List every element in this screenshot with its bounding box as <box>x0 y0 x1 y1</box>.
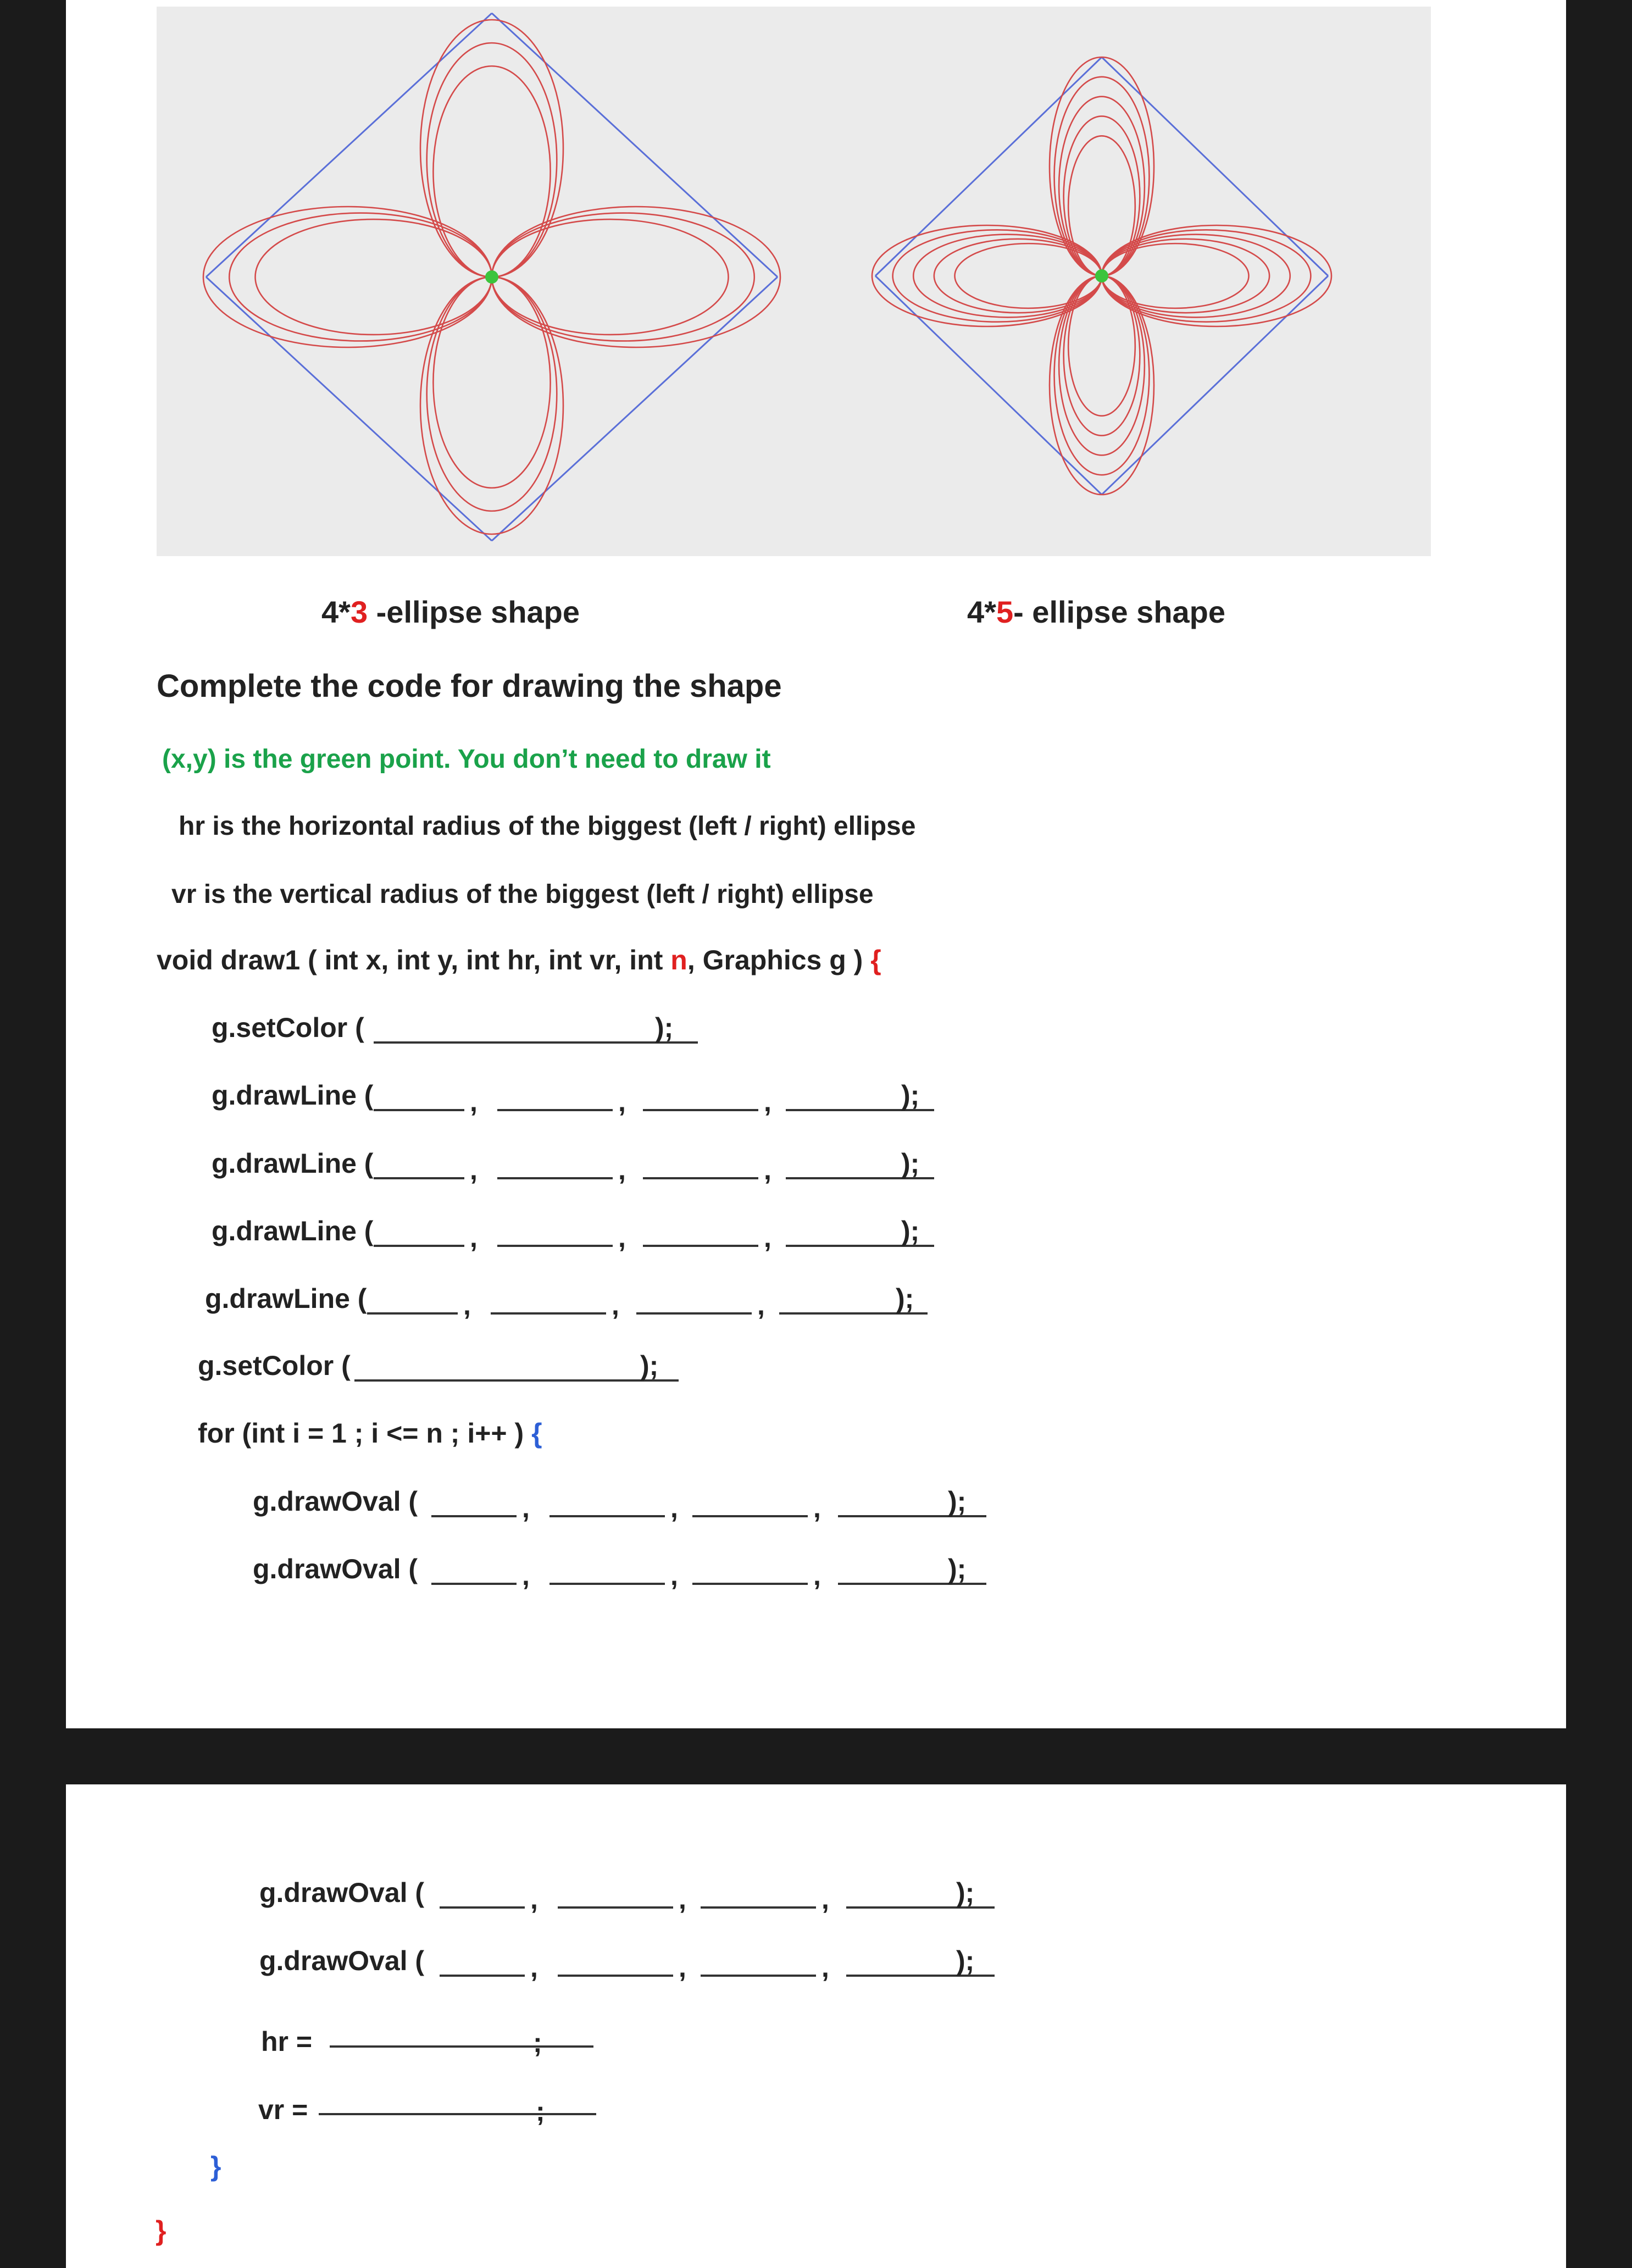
draw-oval-comma: , <box>813 1493 821 1523</box>
draw-oval-arg-blank[interactable] <box>431 1515 517 1517</box>
draw-line-statement: g.drawLine ( <box>205 1283 367 1314</box>
set-color-statement-1: g.setColor ( <box>212 1012 364 1043</box>
hr-assignment: hr = <box>261 2026 313 2057</box>
set-color-close-2: ); <box>640 1350 659 1381</box>
green-center-point <box>1095 269 1108 282</box>
draw-oval-comma: , <box>530 1884 538 1915</box>
draw-line-close: ); <box>901 1216 920 1246</box>
draw-oval-statement: g.drawOval ( <box>253 1486 418 1517</box>
draw-line-comma: , <box>470 1086 478 1117</box>
draw-oval-comma: , <box>522 1560 530 1591</box>
draw-oval-arg-blank[interactable] <box>440 1975 525 1977</box>
set-color-blank-1[interactable] <box>374 1041 698 1044</box>
draw-oval-statement: g.drawOval ( <box>259 1877 425 1908</box>
draw-oval-arg-blank[interactable] <box>701 1975 816 1977</box>
for-loop-closing-brace: } <box>210 2151 221 2182</box>
draw-oval-comma: , <box>813 1560 821 1591</box>
hr-definition: hr is the horizontal radius of the biggest (left / right) ellipse <box>179 812 916 841</box>
draw-oval-arg-blank[interactable] <box>549 1583 665 1585</box>
draw-oval-arg-blank[interactable] <box>549 1515 665 1517</box>
green-center-point <box>485 270 498 284</box>
draw-line-arg-blank[interactable] <box>497 1177 613 1179</box>
caption-4x3: 4*3 -ellipse shape <box>321 595 580 629</box>
draw-oval-comma: , <box>670 1493 678 1523</box>
draw-line-arg-blank[interactable] <box>643 1177 758 1179</box>
draw-oval-close: ); <box>948 1554 967 1584</box>
set-color-close-1: ); <box>655 1012 674 1043</box>
instructions-heading: Complete the code for drawing the shape <box>157 668 782 704</box>
draw-line-arg-blank[interactable] <box>636 1312 752 1315</box>
vr-assignment-blank[interactable] <box>319 2113 596 2115</box>
draw-oval-comma: , <box>530 1952 538 1983</box>
set-color-statement-2: g.setColor ( <box>198 1350 351 1381</box>
draw-oval-comma: , <box>679 1952 686 1983</box>
caption-4x5: 4*5- ellipse shape <box>967 595 1226 629</box>
draw-oval-close: ); <box>956 1945 975 1976</box>
draw-line-comma: , <box>463 1290 471 1321</box>
method-signature: void draw1 ( int x, int y, int hr, int vr, int n, Graphics g ) { <box>157 945 881 975</box>
draw-line-arg-blank[interactable] <box>643 1109 758 1111</box>
draw-line-arg-blank[interactable] <box>374 1109 464 1111</box>
vr-semicolon: ; <box>536 2096 545 2127</box>
figure-background <box>157 7 1431 556</box>
draw-oval-statement: g.drawOval ( <box>259 1945 425 1976</box>
vr-definition: vr is the vertical radius of the biggest (left / right) ellipse <box>171 880 874 909</box>
vr-assignment: vr = <box>258 2094 308 2125</box>
draw-line-comma: , <box>618 1222 626 1253</box>
draw-line-comma: , <box>764 1086 771 1117</box>
draw-oval-arg-blank[interactable] <box>701 1906 816 1909</box>
method-closing-brace: } <box>156 2215 166 2246</box>
draw-oval-arg-blank[interactable] <box>692 1515 808 1517</box>
draw-line-comma: , <box>612 1290 619 1321</box>
draw-oval-arg-blank[interactable] <box>558 1975 673 1977</box>
draw-oval-arg-blank[interactable] <box>440 1906 525 1909</box>
draw-line-arg-blank[interactable] <box>491 1312 606 1315</box>
set-color-blank-2[interactable] <box>354 1379 679 1382</box>
draw-oval-close: ); <box>956 1877 975 1908</box>
draw-line-close: ); <box>901 1148 920 1179</box>
draw-line-close: ); <box>896 1283 914 1314</box>
draw-line-statement: g.drawLine ( <box>212 1216 374 1246</box>
draw-line-comma: , <box>470 1222 478 1253</box>
draw-oval-comma: , <box>670 1560 678 1591</box>
worksheet-page-1 <box>66 0 1566 1728</box>
draw-line-arg-blank[interactable] <box>643 1245 758 1247</box>
draw-line-comma: , <box>618 1086 626 1117</box>
draw-line-comma: , <box>764 1155 771 1185</box>
draw-line-statement: g.drawLine ( <box>212 1080 374 1111</box>
draw-line-close: ); <box>901 1080 920 1111</box>
hr-assignment-blank[interactable] <box>330 2045 593 2048</box>
green-point-note: (x,y) is the green point. You don’t need to draw it <box>162 745 771 774</box>
draw-oval-arg-blank[interactable] <box>431 1583 517 1585</box>
draw-oval-comma: , <box>679 1884 686 1915</box>
draw-line-comma: , <box>757 1290 765 1321</box>
draw-line-statement: g.drawLine ( <box>212 1148 374 1179</box>
draw-oval-statement: g.drawOval ( <box>253 1554 418 1584</box>
draw-oval-comma: , <box>821 1952 829 1983</box>
for-loop-header: for (int i = 1 ; i <= n ; i++ ) { <box>198 1418 542 1449</box>
draw-oval-arg-blank[interactable] <box>692 1583 808 1585</box>
draw-oval-comma: , <box>821 1884 829 1915</box>
draw-line-comma: , <box>618 1155 626 1185</box>
draw-line-arg-blank[interactable] <box>374 1245 464 1247</box>
draw-line-arg-blank[interactable] <box>497 1109 613 1111</box>
draw-oval-arg-blank[interactable] <box>558 1906 673 1909</box>
draw-line-arg-blank[interactable] <box>497 1245 613 1247</box>
draw-line-arg-blank[interactable] <box>367 1312 458 1315</box>
ellipse-shapes-figure <box>157 7 1431 556</box>
hr-semicolon: ; <box>533 2027 542 2058</box>
draw-line-comma: , <box>764 1222 771 1253</box>
draw-line-comma: , <box>470 1155 478 1185</box>
draw-oval-close: ); <box>948 1486 967 1517</box>
worksheet-page-2 <box>66 1784 1566 2268</box>
draw-line-arg-blank[interactable] <box>374 1177 464 1179</box>
draw-oval-comma: , <box>522 1493 530 1523</box>
